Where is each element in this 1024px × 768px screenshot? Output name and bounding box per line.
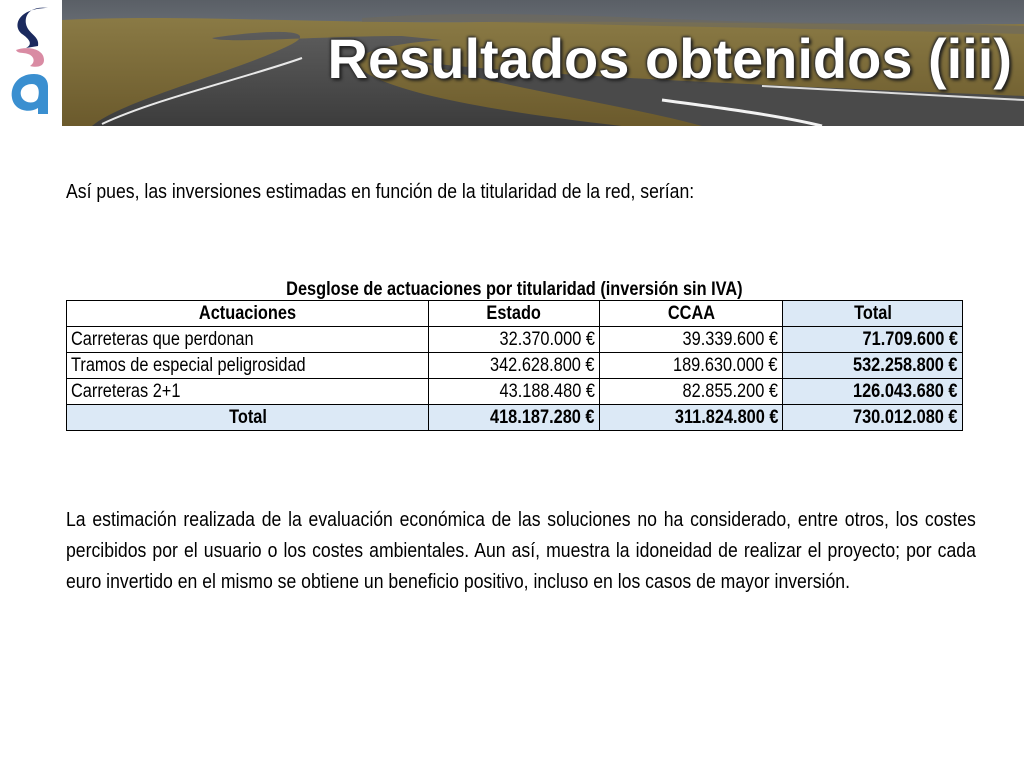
conclusion-paragraph: La estimación realizada de la evaluación económica de las soluciones no ha considerado, entre otros, los costes percibidos por el usuario o los costes ambientales. Aun así, muestra la idoneidad de realizar el proyecto; por cada euro invertido en el mismo se obtiene un beneficio positivo, incluso en los casos de mayor inversión.: [66, 508, 976, 593]
cell-ccaa: 82.855.200 €: [600, 379, 783, 405]
cell-total-ccaa: 311.824.800 €: [600, 405, 783, 431]
cell-total: 532.258.800 €: [783, 353, 963, 379]
cell-actuacion: Carreteras 2+1: [67, 379, 429, 405]
cell-total: 126.043.680 €: [783, 379, 963, 405]
cell-total-estado: 418.187.280 €: [429, 405, 600, 431]
table-caption-text: Desglose de actuaciones por titularidad (inversión sin IVA): [285, 279, 743, 300]
intro-text: Así pues, las inversiones estimadas en función de la titularidad de la red, serían:: [66, 180, 695, 203]
cell-total-label: Total: [67, 405, 429, 431]
cell-actuacion: Tramos de especial peligrosidad: [67, 353, 429, 379]
page-title: Resultados obtenidos (iii): [327, 27, 1012, 90]
table-row: [67, 353, 963, 379]
cell-ccaa: 189.630.000 €: [600, 353, 783, 379]
investment-table: [66, 300, 963, 431]
table-header-row: [67, 301, 963, 327]
table-row: [67, 379, 963, 405]
table-caption: [66, 279, 962, 301]
cell-total: 71.709.600 €: [783, 327, 963, 353]
column-header-ccaa: CCAA: [600, 301, 783, 327]
logo: [4, 2, 56, 120]
column-header-estado: Estado: [429, 301, 600, 327]
column-header-total: Total: [783, 301, 963, 327]
cell-estado: 342.628.800 €: [429, 353, 600, 379]
cell-estado: 43.188.480 €: [429, 379, 600, 405]
cell-estado: 32.370.000 €: [429, 327, 600, 353]
cell-actuacion: Carreteras que perdonan: [67, 327, 429, 353]
cell-grand-total: 730.012.080 €: [783, 405, 963, 431]
table-row: [67, 327, 963, 353]
logo-mark-icon: [4, 2, 56, 120]
header-banner: [62, 0, 1024, 126]
table-totals-row: [67, 405, 963, 431]
column-header-actuaciones: Actuaciones: [67, 301, 429, 327]
cell-ccaa: 39.339.600 €: [600, 327, 783, 353]
